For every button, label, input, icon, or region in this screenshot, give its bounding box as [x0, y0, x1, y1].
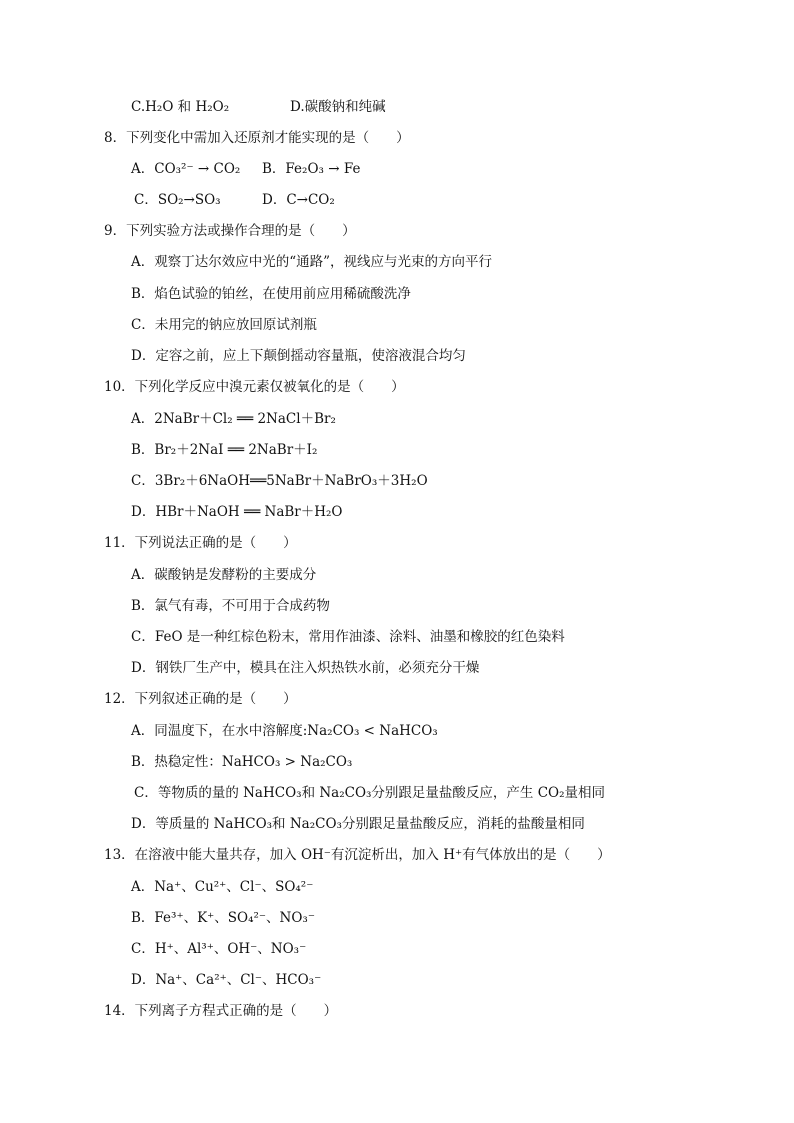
q12-option-d: D．等质量的 NaHCO₃和 Na₂CO₃分别跟足量盐酸反应，消耗的盐酸量相同: [131, 816, 585, 832]
q8-option-d: D．C→CO₂: [262, 192, 335, 208]
q13-option-a: A．Na⁺、Cu²⁺、Cl⁻、SO₄²⁻: [131, 879, 314, 895]
q9-option-c: C．未用完的钠应放回原试剂瓶: [131, 317, 317, 333]
q11-option-b: B．氯气有毒，不可用于合成药物: [131, 598, 330, 614]
q11-stem: 11．下列说法正确的是（ ）: [104, 535, 297, 551]
q9-option-d: D．定容之前，应上下颠倒摇动容量瓶，使溶液混合均匀: [131, 348, 466, 364]
q9-stem: 9．下列实验方法或操作合理的是（ ）: [104, 223, 356, 239]
q12-option-c: C．等物质的量的 NaHCO₃和 Na₂CO₃分别跟足量盐酸反应，产生 CO₂量相同: [134, 785, 606, 801]
q13-stem: 13．在溶液中能大量共存，加入 OH⁻有沉淀析出，加入 H⁺有气体放出的是（ ）: [104, 847, 611, 863]
q13-option-c: C．H⁺、Al³⁺、OH⁻、NO₃⁻: [131, 941, 307, 957]
q12-option-a: A．同温度下，在水中溶解度:Na₂CO₃ < NaHCO₃: [131, 723, 438, 739]
q7-option-c: C.H₂O 和 H₂O₂: [131, 99, 230, 115]
q11-option-c: C．FeO 是一种红棕色粉末，常用作油漆、涂料、油墨和橡胶的红色染料: [131, 629, 565, 645]
q8-stem: 8．下列变化中需加入还原剂才能实现的是（ ）: [104, 130, 410, 146]
q8-option-c: C．SO₂→SO₃: [134, 192, 221, 208]
q10-option-b: B．Br₂＋2NaI ══ 2NaBr＋I₂: [131, 442, 318, 458]
q8-option-a: A．CO₃²⁻ → CO₂: [131, 161, 241, 177]
q9-option-a: A．观察丁达尔效应中光的“通路”，视线应与光束的方向平行: [131, 254, 493, 270]
q10-option-c: C．3Br₂＋6NaOH══5NaBr＋NaBrO₃＋3H₂O: [131, 473, 428, 489]
q9-option-b: B．焰色试验的铂丝，在使用前应用稀硫酸洗净: [131, 286, 411, 302]
q10-stem: 10．下列化学反应中溴元素仅被氧化的是（ ）: [104, 379, 405, 395]
q8-option-b: B．Fe₂O₃ → Fe: [262, 161, 361, 177]
q10-option-a: A．2NaBr＋Cl₂ ══ 2NaCl＋Br₂: [131, 411, 336, 427]
q14-stem: 14．下列离子方程式正确的是（ ）: [104, 1003, 338, 1019]
q7-option-d: D.碳酸钠和纯碱: [290, 99, 386, 115]
q12-stem: 12．下列叙述正确的是（ ）: [104, 691, 297, 707]
q13-option-d: D．Na⁺、Ca²⁺、Cl⁻、HCO₃⁻: [131, 972, 322, 988]
q12-option-b: B．热稳定性：NaHCO₃ > Na₂CO₃: [131, 754, 353, 770]
q10-option-d: D．HBr＋NaOH ══ NaBr＋H₂O: [131, 504, 343, 520]
q11-option-a: A．碳酸钠是发酵粉的主要成分: [131, 567, 317, 583]
q11-option-d: D．钢铁厂生产中，模具在注入炽热铁水前，必须充分干燥: [131, 660, 480, 676]
q13-option-b: B．Fe³⁺、K⁺、SO₄²⁻、NO₃⁻: [131, 910, 315, 926]
